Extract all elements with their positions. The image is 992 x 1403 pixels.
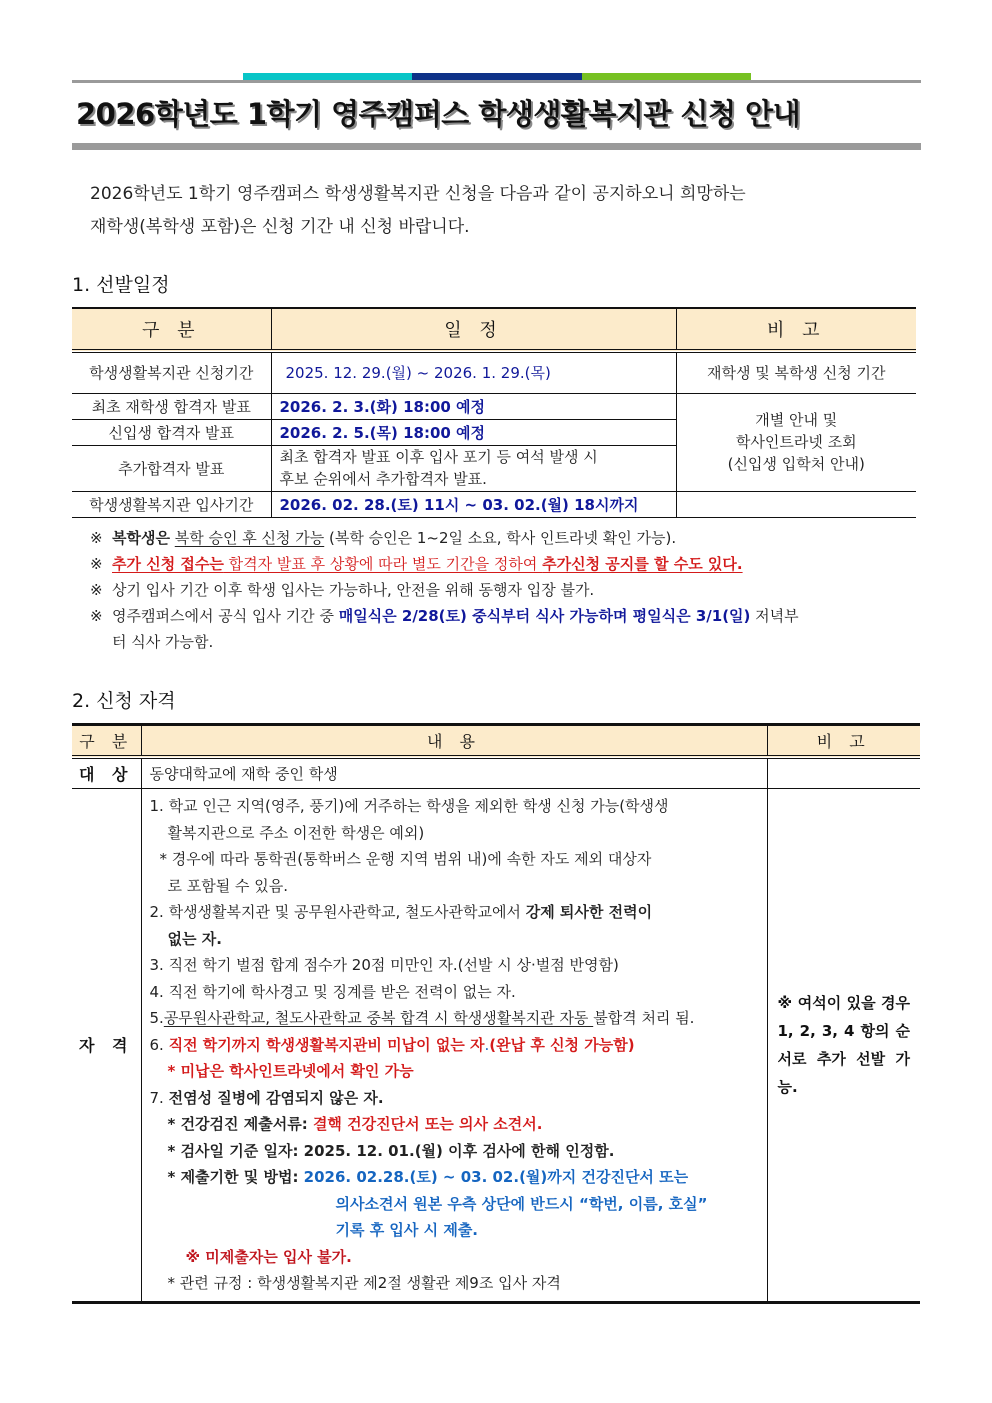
table-row	[72, 491, 916, 517]
intro-line-2: 재학생(복학생 포함)은 신청 기간 내 신청 바랍니다.	[90, 217, 470, 237]
row-label: 추가합격자 발표	[72, 445, 271, 491]
header-remark: 비 고	[767, 725, 920, 758]
qualification-content: 1. 학교 인근 지역(영주, 풍기)에 거주하는 학생을 제외한 학생 신청 가능(학생생 활복지관으로 주소 이전한 학생은 예외) * 경우에 따라 통학권(통학버스 운행 지역 범위 내)에 속한 자도 제외 대상자 로 포함될 수 있음. 2. 학생생활복지관 및 공무원사관학교, 철도사관학교에서 강제 퇴사한 전력이 없는 자. 3. 직전 학기 벌점 합계 점수가 20점 미만인 자.(선발 시 상·벌점 반영함) 4. 직전 학기에 학사경고 및 징계를 받은 전력이 없는 자. 5.공무원사관학교, 철도사관학교 중복 합격 시 학생생활복지관 자동 불합격 처리 됨. 6. 직전 학기까지 학생생활복지관비 미납이 없는 자.(완납 후 신청 가능함) * 미납은 학사인트라넷에서 확인 가능 7. 전염성 질병에 감염되지 않은 자. * 건강검진 제출서류: 결핵 건강진단서 또는 의사 소견서. * 검사일 기준 일자: 2025. 12. 01.(월) 이후 검사에 한해 인정함. * 제출기한 및 방법: 2026. 02.28.(토) ~ 03. 02.(월)까지 건강진단서 또는 의사소견서 원본 우측 상단에 반드시 “학번, 이름, 호실” 기록 후 입사 시 제출. ※ 미제출자는 입사 불가. * 관련 규정 : 학생생활복지관 제2절 생활관 제9조 입사 자격	[141, 789, 767, 1303]
reference-mark-icon: ※	[90, 529, 103, 547]
table-row	[72, 393, 916, 419]
title-rule-top	[72, 80, 921, 83]
row-remark: 재학생 및 복학생 신청 기간	[676, 351, 916, 393]
header-content: 내 용	[141, 725, 767, 758]
merged-remark	[676, 393, 916, 491]
header-category: 구 분	[72, 308, 271, 351]
row-schedule: 2026. 02. 28.(토) 11시 ~ 03. 02.(월) 18시까지	[271, 491, 676, 517]
header-category: 구 분	[72, 725, 141, 758]
row-label: 신입생 합격자 발표	[72, 419, 271, 445]
row-label: 학생생활복지관 신청기간	[72, 351, 271, 393]
row-schedule: 2026. 2. 3.(화) 18:00 예정	[271, 393, 676, 419]
schedule-table-header	[72, 308, 916, 351]
eligibility-table	[72, 723, 920, 1304]
banner-bar-navy	[412, 73, 582, 80]
category-target: 대 상	[72, 757, 141, 789]
row-label: 최초 재학생 합격자 발표	[72, 393, 271, 419]
qualification-remark: ※ 여석이 있을 경우 1, 2, 3, 4 항의 순서로 추가 선발 가능.	[767, 789, 920, 1303]
merged-remark-line-3: (신입생 입학처 안내)	[727, 455, 865, 473]
schedule-notes	[90, 525, 925, 655]
target-remark	[767, 757, 920, 789]
header-remark: 비 고	[676, 308, 916, 351]
banner-bar-teal	[243, 73, 412, 80]
header-schedule: 일 정	[271, 308, 676, 351]
row-schedule-line-2: 후보 순위에서 추가합격자 발표.	[279, 470, 487, 488]
note-item: ※ 상기 입사 기간 이후 학생 입사는 가능하나, 안전을 위해 동행자 입장 불가.	[90, 577, 925, 603]
section-heading-schedule: 1. 선발일정	[72, 274, 170, 296]
reference-mark-icon: ※	[90, 607, 103, 625]
banner-bar-green	[582, 73, 751, 80]
note-item: ※ 추가 신청 접수는 합격자 발표 후 상황에 따라 별도 기간을 정하여 추가신청 공지를 할 수도 있다.	[90, 551, 925, 577]
intro-paragraph	[90, 178, 922, 244]
row-schedule: 2026. 2. 5.(목) 18:00 예정	[271, 419, 676, 445]
reference-mark-icon: ※	[90, 555, 103, 573]
reference-mark-icon: ※	[90, 581, 103, 599]
merged-remark-line-2: 학사인트라넷 조회	[735, 433, 857, 451]
intro-line-1: 2026학년도 1학기 영주캠퍼스 학생생활복지관 신청을 다음과 같이 공지하오니 희망하는	[90, 184, 746, 204]
note-item: ※ 영주캠퍼스에서 공식 입사 기간 중 매일식은 2/28(토) 중식부터 식사 가능하며 평일식은 3/1(일) 저녁부 터 식사 가능함.	[90, 603, 925, 655]
merged-remark-line-1: 개별 안내 및	[755, 411, 838, 429]
row-label: 학생생활복지관 입사기간	[72, 491, 271, 517]
table-row	[72, 351, 916, 393]
category-qualification: 자 격	[72, 789, 141, 1303]
row-schedule	[271, 445, 676, 491]
row-remark	[676, 491, 916, 517]
document-title: 2026학년도 1학기 영주캠퍼스 학생생활복지관 신청 안내	[76, 97, 801, 131]
title-rule-bottom	[72, 143, 921, 150]
target-content: 동양대학교에 재학 중인 학생	[141, 757, 767, 789]
eligibility-table-header	[72, 725, 920, 758]
row-schedule: 2025. 12. 29.(월) ~ 2026. 1. 29.(목)	[271, 351, 676, 393]
table-row-qualification	[72, 789, 920, 1303]
table-row-target	[72, 757, 920, 789]
section-heading-eligibility: 2. 신청 자격	[72, 690, 176, 712]
schedule-table	[72, 307, 916, 518]
note-item: ※ 복학생은 복학 승인 후 신청 가능 (복학 승인은 1~2일 소요, 학사 인트라넷 확인 가능).	[90, 525, 925, 551]
row-schedule-line-1: 최초 합격자 발표 이후 입사 포기 등 여석 발생 시	[279, 448, 598, 466]
